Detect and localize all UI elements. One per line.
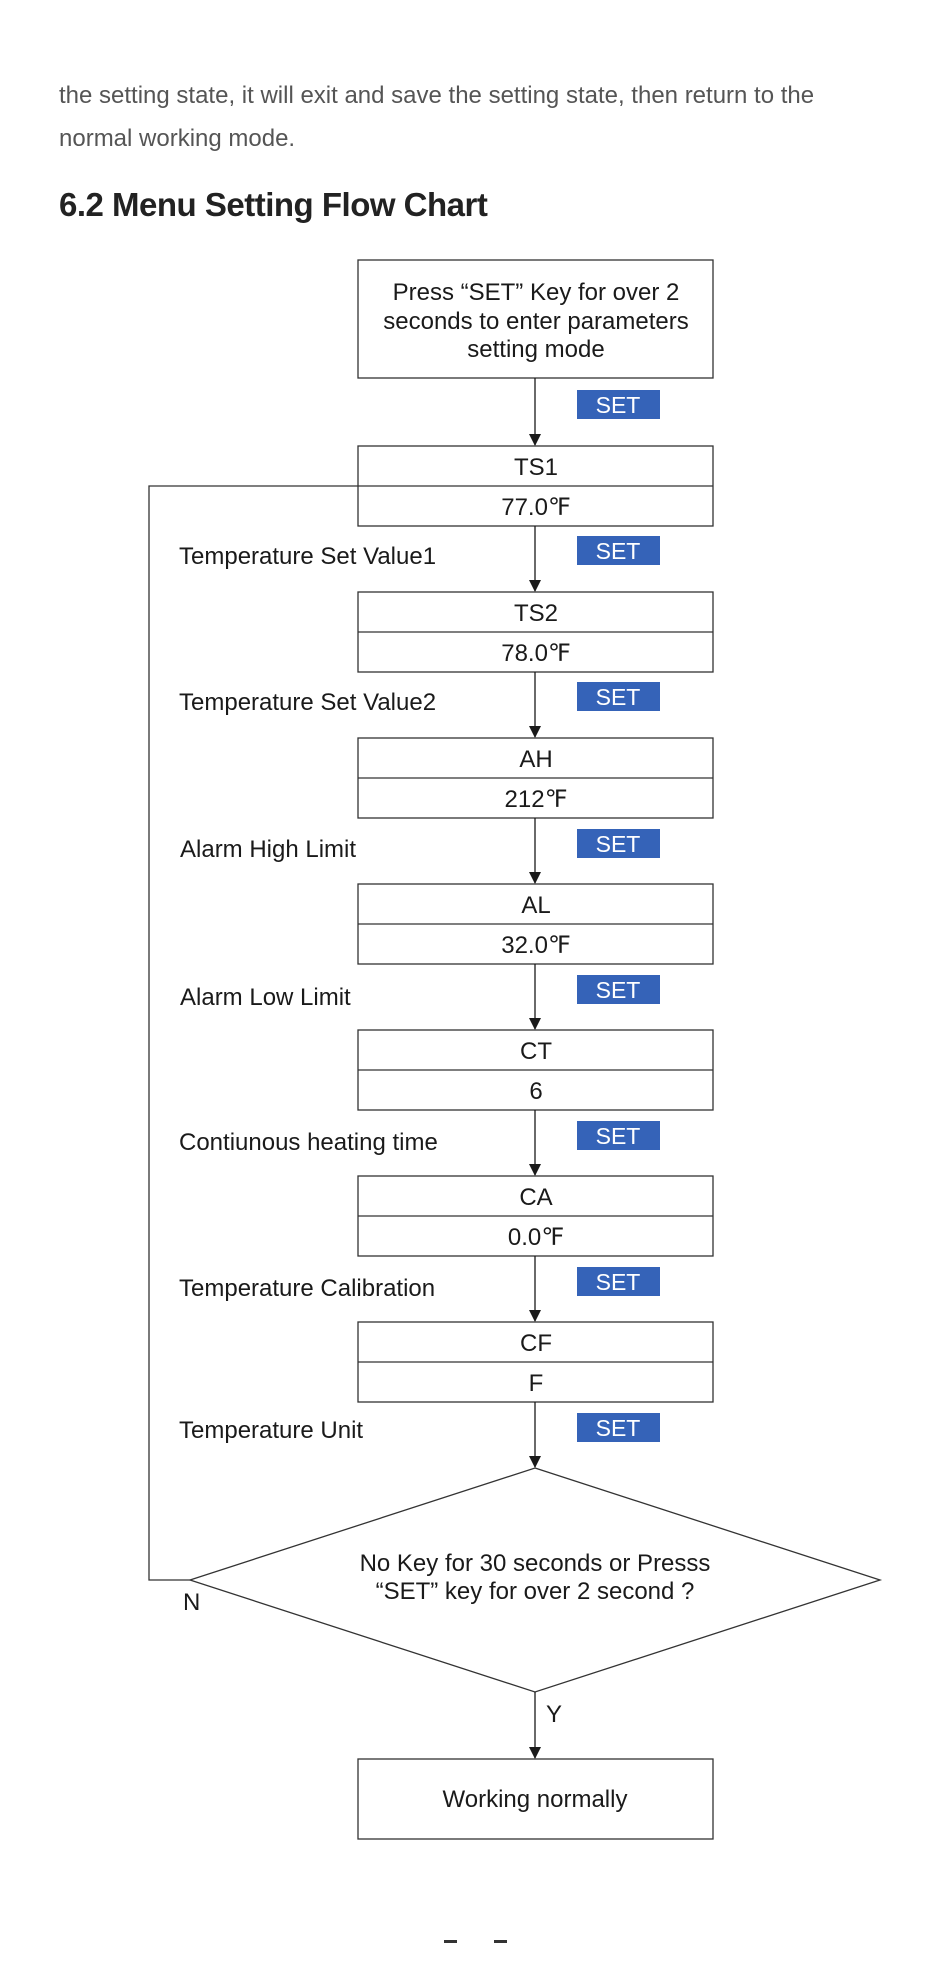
- param-code: AH: [519, 746, 553, 773]
- param-label-ts1: Temperature Set Value1: [179, 543, 437, 570]
- set-badge-ah: [577, 829, 660, 858]
- param-node-ct: [358, 1030, 713, 1110]
- param-node-ts1: [358, 446, 713, 526]
- param-value: 32.0℉: [501, 932, 571, 959]
- set-badge-label: SET: [595, 392, 641, 418]
- param-label-ct: Contiunous heating time: [179, 1129, 438, 1156]
- set-badge-ct: [577, 1121, 660, 1150]
- page-footer-mark-left: [444, 1940, 457, 1943]
- set-badge-label: SET: [595, 1415, 641, 1441]
- decision-no-label: N: [183, 1589, 201, 1616]
- decision-text-line-1: No Key for 30 seconds or Presss: [359, 1550, 711, 1577]
- start-text-line-3: setting mode: [467, 336, 605, 363]
- set-badge-ts1: [577, 536, 660, 565]
- param-node-cf: [358, 1322, 713, 1402]
- set-badge-start: [577, 390, 660, 419]
- param-value: F: [528, 1370, 544, 1397]
- decision-node: [190, 1468, 880, 1692]
- param-code: AL: [521, 892, 551, 919]
- set-badge-label: SET: [595, 977, 641, 1003]
- param-code: CF: [520, 1330, 552, 1357]
- start-node: [358, 260, 713, 378]
- param-code: TS1: [513, 454, 559, 481]
- set-badge-label: SET: [595, 684, 641, 710]
- start-text-line-1: Press “SET” Key for over 2: [392, 279, 680, 306]
- param-label-al: Alarm Low Limit: [180, 984, 351, 1011]
- set-badge-label: SET: [595, 538, 641, 564]
- param-value: 212℉: [504, 786, 568, 813]
- set-badge-ca: [577, 1267, 660, 1296]
- decision-text-line-2: “SET” key for over 2 second ?: [375, 1578, 695, 1605]
- param-code: CT: [520, 1038, 552, 1065]
- param-code: CA: [519, 1184, 553, 1211]
- param-node-ts2: [358, 592, 713, 672]
- set-badge-al: [577, 975, 660, 1004]
- loop-back-line-no: [149, 486, 358, 1580]
- section-title: 6.2 Menu Setting Flow Chart: [59, 186, 488, 223]
- set-badge-cf: [577, 1413, 660, 1442]
- intro-line-1: the setting state, it will exit and save the setting state, then return to the: [59, 82, 815, 109]
- set-badge-label: SET: [595, 1269, 641, 1295]
- param-label-ca: Temperature Calibration: [179, 1275, 436, 1302]
- param-code: TS2: [513, 600, 559, 627]
- param-value: 6: [529, 1078, 543, 1105]
- param-value: 78.0℉: [501, 640, 571, 667]
- set-badge-ts2: [577, 682, 660, 711]
- param-node-ca: [358, 1176, 713, 1256]
- start-text-line-2: seconds to enter parameters: [383, 308, 689, 335]
- param-node-al: [358, 884, 713, 964]
- page-footer-mark-right: [494, 1940, 507, 1943]
- param-label-cf: Temperature Unit: [179, 1417, 364, 1444]
- set-badge-label: SET: [595, 831, 641, 857]
- param-label-ah: Alarm High Limit: [180, 836, 357, 863]
- param-value: 0.0℉: [507, 1224, 565, 1251]
- end-node: [358, 1759, 713, 1839]
- decision-yes-label: Y: [546, 1701, 563, 1728]
- intro-line-2: normal working mode.: [59, 125, 296, 152]
- param-label-ts2: Temperature Set Value2: [179, 689, 437, 716]
- set-badge-label: SET: [595, 1123, 641, 1149]
- end-text: Working normally: [442, 1786, 628, 1813]
- param-value: 77.0℉: [501, 494, 571, 521]
- param-node-ah: [358, 738, 713, 818]
